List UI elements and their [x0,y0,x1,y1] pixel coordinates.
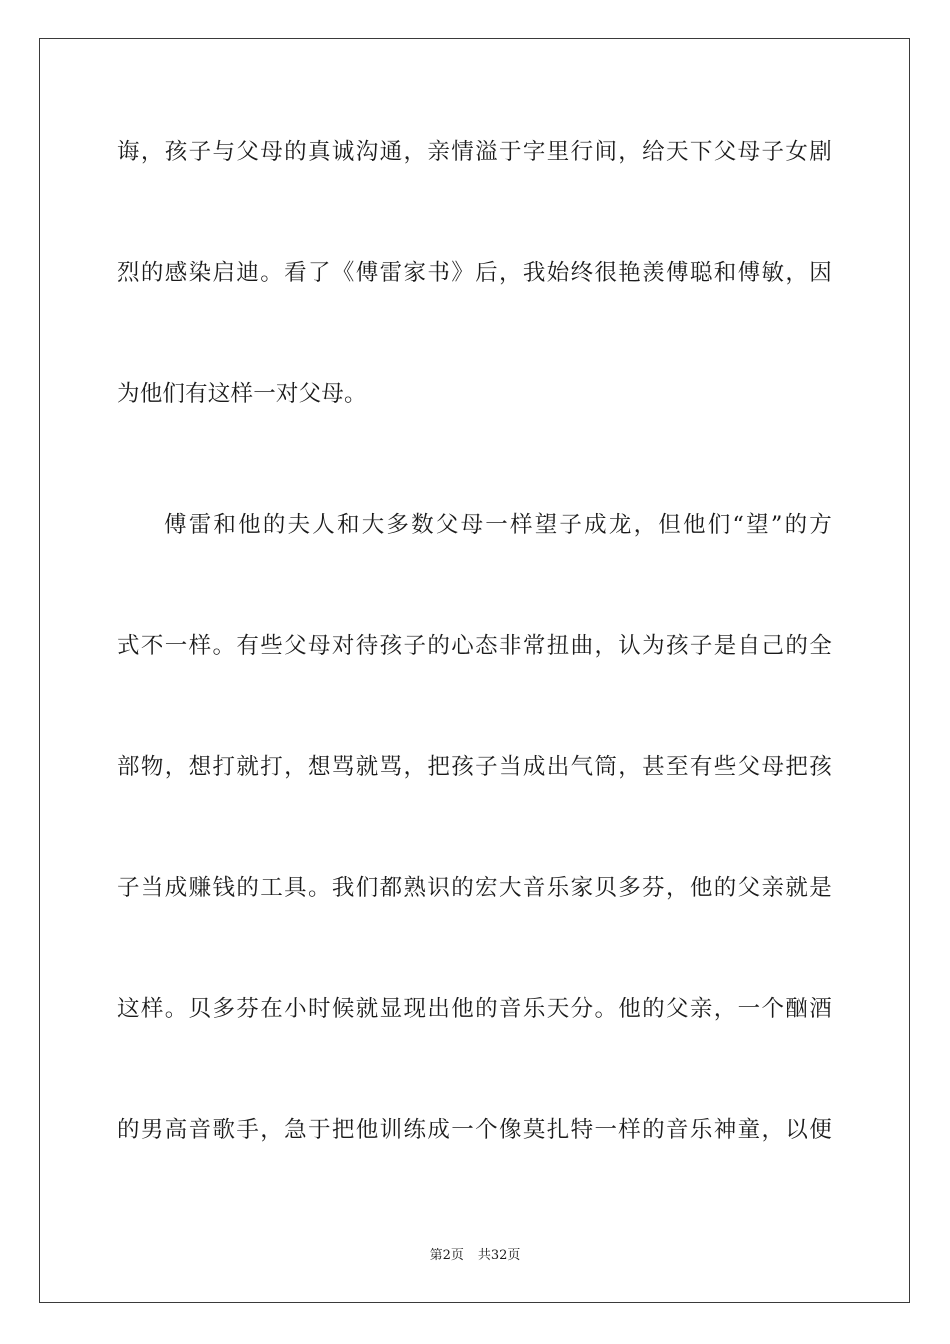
text-line-8: 这样。贝多芬在小时候就显现出他的音乐天分。他的父亲，一个酗酒 [117,996,832,1022]
text-line-7: 子当成赚钱的工具。我们都熟识的宏大音乐家贝多芬，他的父亲就是 [117,875,832,901]
text-line-2: 烈的感染启迪。看了《傅雷家书》后，我始终很艳羡傅聪和傅敏，因 [117,260,832,286]
page-footer [0,1247,950,1265]
text-line-1: 诲，孩子与父母的真诚沟通，亲情溢于字里行间，给天下父母子女剧 [117,139,832,165]
page-number: 第2页 [429,1248,464,1263]
text-line-3: 为他们有这样一对父母。 [117,381,367,407]
page-border [39,38,910,1303]
page-total: 共32页 [477,1248,521,1263]
text-line-5: 式不一样。有些父母对待孩子的心态非常扭曲，认为孩子是自己的全 [117,633,832,659]
text-line-9: 的男高音歌手，急于把他训练成一个像莫扎特一样的音乐神童，以便 [117,1117,832,1143]
paragraph-2-first-line: 傅雷和他的夫人和大多数父母一样望子成龙，但他们“望”的方 [164,512,832,538]
text-line-6: 部物，想打就打，想骂就骂，把孩子当成出气筒，甚至有些父母把孩 [117,754,832,780]
